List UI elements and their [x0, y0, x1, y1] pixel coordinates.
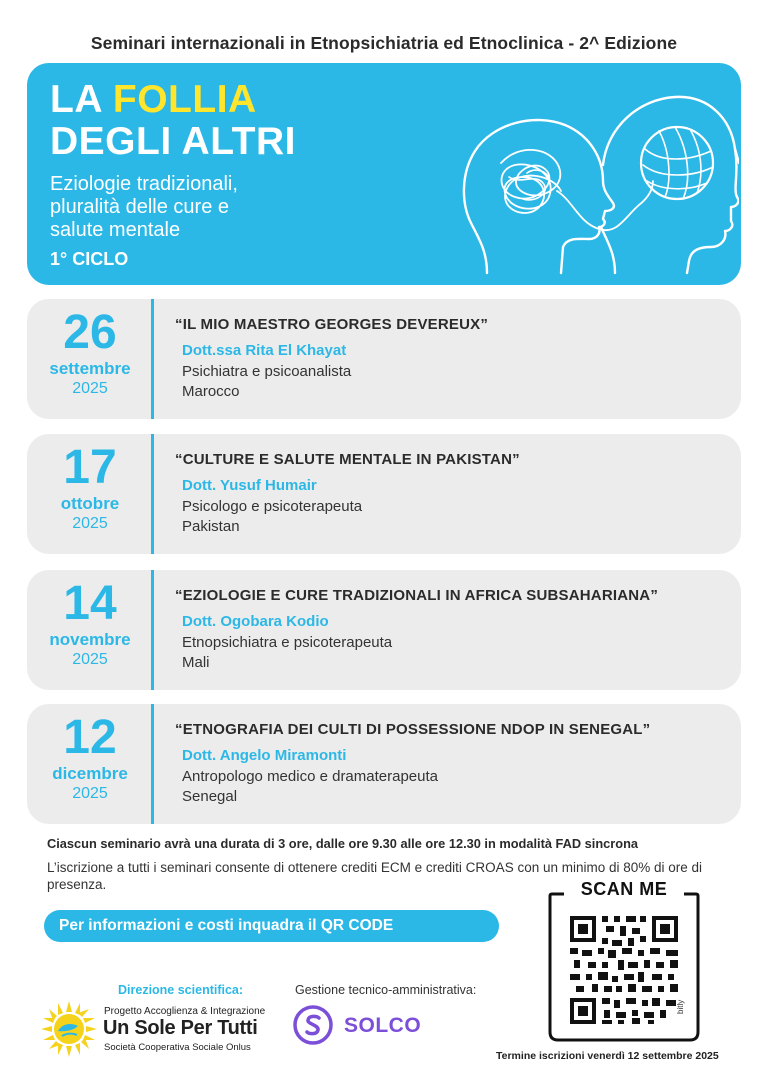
info-cta-banner: Per informazioni e costi inquadra il QR CODE	[44, 910, 499, 942]
seminar-speaker-role: Psichiatra e psicoanalista	[182, 363, 352, 380]
seminar-speaker: Dott.ssa Rita El Khayat	[182, 342, 347, 359]
seminar-year: 2025	[72, 651, 108, 668]
date-divider	[151, 570, 154, 690]
seminar-speaker-country: Mali	[182, 654, 210, 671]
sole-subtitle: Società Cooperativa Sociale Onlus	[104, 1042, 251, 1053]
sole-name: Un Sole Per Tutti	[103, 1017, 258, 1039]
seminar-speaker-role: Psicologo e psicoterapeuta	[182, 498, 363, 515]
seminar-speaker-country: Senegal	[182, 788, 238, 805]
seminar-day: 12	[63, 711, 117, 764]
hero-title	[50, 79, 296, 163]
date-divider	[151, 299, 154, 419]
seminar-date	[27, 299, 153, 419]
seminar-topic: “EZIOLOGIE E CURE TRADIZIONALI IN AFRICA SUBSAHARIANA”	[175, 587, 659, 604]
registration-deadline: Termine iscrizioni venerdì 12 settembre 2025	[496, 1050, 719, 1062]
hero-banner	[27, 63, 741, 285]
seminar-card	[27, 434, 741, 554]
management-label: Gestione tecnico-amministrativa:	[295, 983, 477, 997]
hero-subtitle-line3: salute mentale	[50, 219, 181, 241]
credits-note: L’iscrizione a tutti i seminari consente di ottenere crediti ECM e crediti CROAS con un minimo di 80% di ore di presenza.	[47, 860, 703, 892]
seminar-year: 2025	[72, 515, 108, 532]
seminar-day: 17	[63, 441, 117, 494]
seminar-topic: “CULTURE E SALUTE MENTALE IN PAKISTAN”	[175, 451, 520, 468]
heads-illustration-icon	[439, 73, 739, 285]
seminar-month: ottobre	[60, 494, 120, 513]
seminar-month: settembre	[49, 359, 131, 378]
seminar-card	[27, 704, 741, 824]
seminar-date	[27, 570, 153, 690]
seminar-year: 2025	[72, 380, 108, 397]
hero-subtitle-line2: pluralità delle cure e	[50, 196, 229, 218]
hero-subtitle	[50, 173, 350, 242]
page-header-title: Seminari internazionali in Etnopsichiatria ed Etnoclinica - 2^ Edizione	[90, 33, 678, 53]
hero-cycle-label: 1° CICLO	[50, 249, 129, 269]
sole-project-label: Progetto Accoglienza & Integrazione	[104, 1006, 266, 1017]
solco-logo-icon	[293, 1005, 333, 1045]
seminar-day: 14	[63, 577, 117, 630]
sun-logo-icon	[40, 1000, 98, 1058]
seminar-day: 26	[63, 306, 117, 359]
qr-brand-label: bitly	[676, 999, 685, 1014]
seminar-speaker: Dott. Ogobara Kodio	[182, 613, 329, 630]
hero-title-line2: DEGLI ALTRI	[50, 120, 296, 163]
seminar-date	[27, 704, 153, 824]
hero-title-la: LA	[50, 78, 113, 121]
seminar-duration-note: Ciascun seminario avrà una durata di 3 ore, dalle ore 9.30 alle ore 12.30 in modalità FAD sincrona	[47, 836, 639, 851]
hero-title-follia: FOLLIA	[112, 78, 257, 121]
seminar-card	[27, 299, 741, 419]
scan-me-label: SCAN ME	[568, 879, 680, 900]
seminar-month: novembre	[49, 630, 131, 649]
qr-code-icon[interactable]	[548, 888, 700, 1042]
seminar-month: dicembre	[52, 764, 128, 783]
seminar-topic: “IL MIO MAESTRO GEORGES DEVEREUX”	[175, 316, 489, 333]
date-divider	[151, 704, 154, 824]
seminar-speaker-country: Pakistan	[182, 518, 240, 535]
solco-name: SOLCO	[344, 1014, 422, 1037]
seminar-speaker-role: Antropologo medico e dramaterapeuta	[182, 768, 438, 785]
direction-label: Direzione scientifica:	[118, 983, 244, 997]
seminar-year: 2025	[72, 785, 108, 802]
seminar-topic: “ETNOGRAFIA DEI CULTI DI POSSESSIONE NDOP IN SENEGAL”	[175, 721, 651, 738]
date-divider	[151, 434, 154, 554]
seminar-speaker: Dott. Yusuf Humair	[182, 477, 317, 494]
hero-subtitle-line1: Eziologie tradizionali,	[50, 173, 238, 195]
seminar-speaker: Dott. Angelo Miramonti	[182, 747, 347, 764]
seminar-date	[27, 434, 153, 554]
seminar-speaker-role: Etnopsichiatra e psicoterapeuta	[182, 634, 393, 651]
seminar-card	[27, 570, 741, 690]
seminar-speaker-country: Marocco	[182, 383, 240, 400]
